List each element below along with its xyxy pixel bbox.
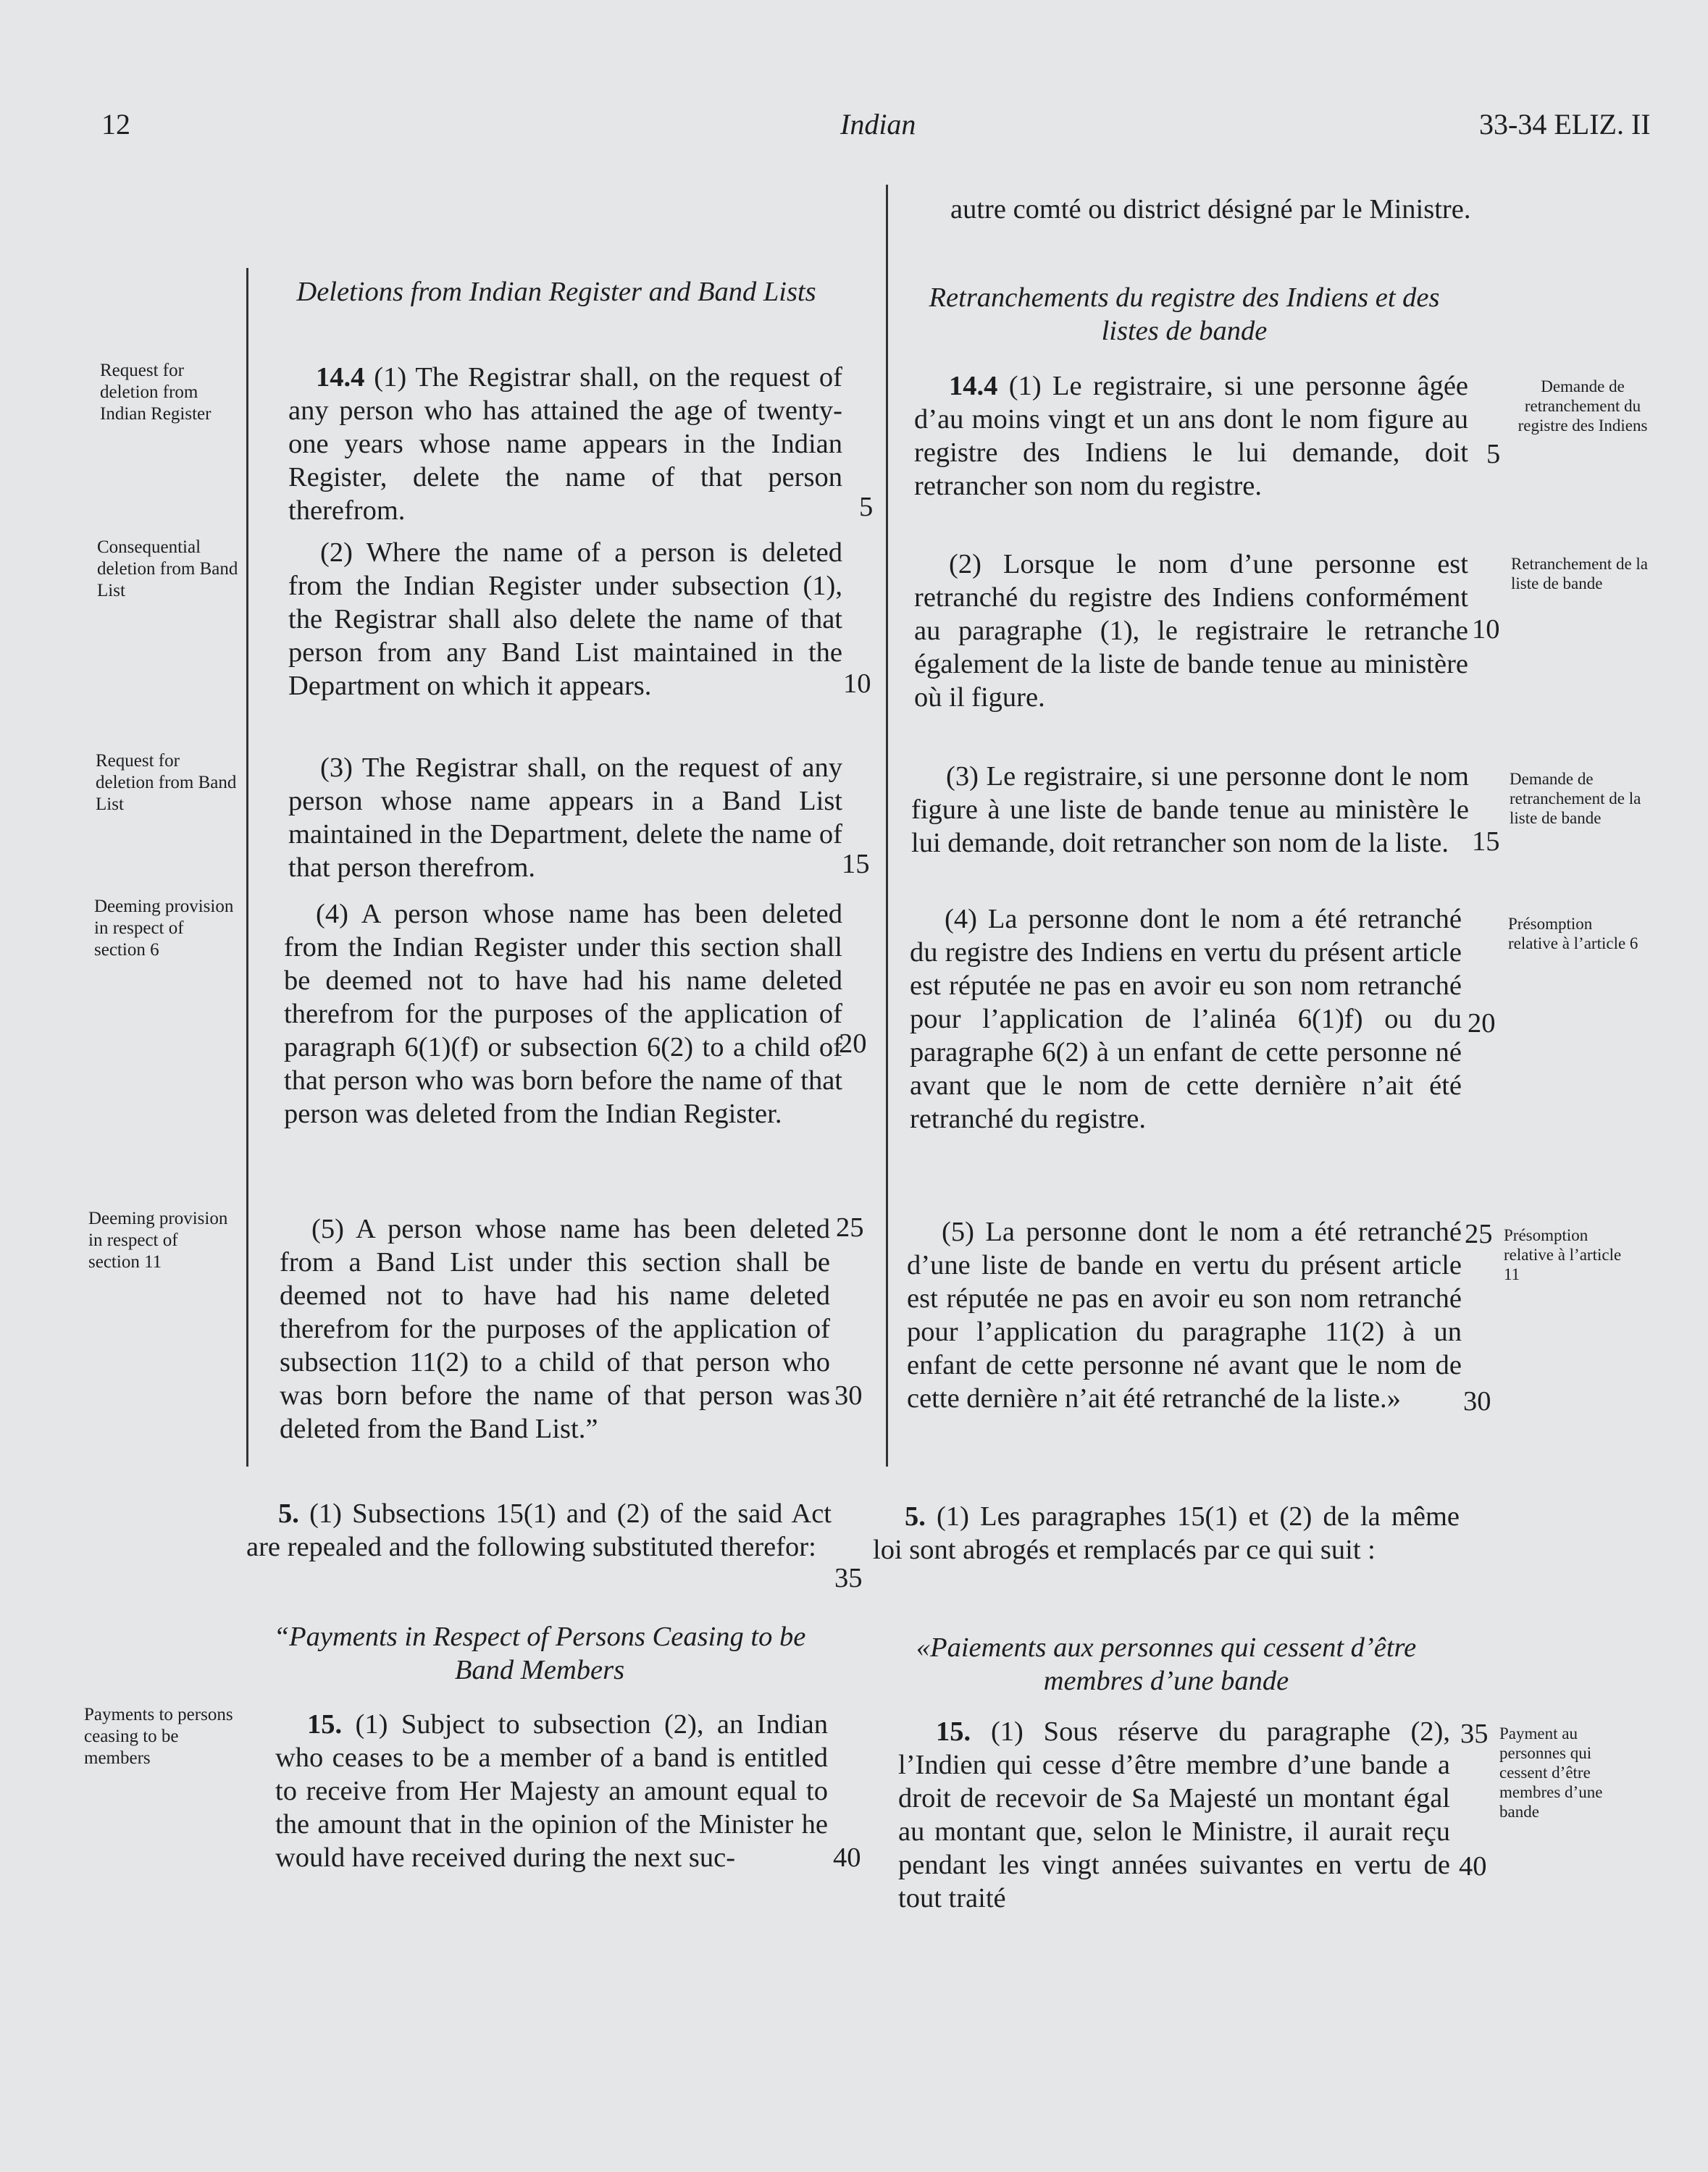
line-number: 20 [1468, 1008, 1496, 1039]
en-s14-4-2: (2) Where the name of a person is deleted from the Indian Register under subsection (1), the Registrar shall also delete the name of that person from any Band List maintained in the Department on which it appears. [288, 537, 842, 701]
heading-retranchements-fr: Retranchements du registre des Indiens et des listes de bande [929, 282, 1440, 346]
en-s15-1 [275, 1708, 828, 1874]
center-column-rule [886, 185, 888, 1467]
en-s5 [246, 1497, 832, 1564]
margin-note-en: Payments to persons ceasing to be members [84, 1705, 233, 1768]
section-number: 15. [307, 1709, 343, 1740]
line-number: 15 [842, 849, 870, 879]
line-number: 40 [1459, 1851, 1487, 1882]
line-number: 25 [836, 1212, 864, 1243]
en-s14-4-1 [288, 361, 842, 527]
en-s14-4-5: (5) A person whose name has been deleted from a Band List under this section shall be deemed not to have had his name deleted therefrom for the purposes of the application of subsection 11(2) to a child of that person who was born before the name of that person was deleted from the Band List.” [280, 1214, 830, 1444]
section-number: 14.4 [316, 362, 365, 393]
line-number: 10 [843, 668, 871, 699]
fr-carry-over: autre comté ou district désigné par le Ministre. [950, 194, 1471, 225]
en-s14-4-3: (3) The Registrar shall, on the request of any person whose name appears in a Band List maintained in the Department, delete the name of that person therefrom. [288, 752, 842, 883]
fr-s14-4-3: (3) Le registraire, si une personne dont le nom figure à une liste de bande tenue au ministère le lui demande, doit retrancher son nom de la liste. [911, 761, 1469, 858]
section-text: (1) Subject to subsection (2), an Indian who ceases to be a member of a band is entitled to receive from Her Majesty an amount equal to the amount that in the opinion of the Minister he would have received during the next suc- [275, 1709, 828, 1873]
page-number: 12 [101, 108, 130, 141]
line-number: 5 [1486, 439, 1501, 469]
page-title: Indian [840, 108, 916, 141]
margin-note-en: Consequential deletion from Band List [97, 537, 238, 600]
heading-deletions-en: Deletions from Indian Register and Band Lists [296, 277, 816, 307]
regnal-year: 33-34 ELIZ. II [1479, 108, 1651, 141]
line-number: 30 [834, 1380, 863, 1411]
margin-note-fr: Payment au personnes qui cessent d’être membres d’une bande [1499, 1724, 1603, 1821]
margin-note-en: Deeming provision in respect of section 6 [94, 897, 234, 960]
margin-note-fr: Demande de retranchement de la liste de bande [1510, 770, 1641, 827]
line-number: 20 [839, 1028, 867, 1059]
section-text: (1) The Registrar shall, on the request of any person who has attained the age of twenty-one years whose name appears in the Indian Register, delete the name of that person therefrom. [288, 362, 843, 526]
line-number: 30 [1463, 1386, 1491, 1417]
margin-note-fr: Retranchement de la liste de bande [1511, 555, 1649, 592]
heading-paiements-fr: «Paiements aux personnes qui cessent d’être membres d’une bande [916, 1632, 1417, 1696]
section-text: (1) Sous réserve du paragraphe (2), l’Indien qui cesse d’être membre d’une bande a droit de recevoir de Sa Majesté un montant égal au montant que, selon le Ministre, il aurait reçu pendant les vingt années suivantes en vertu de tout traité [898, 1716, 1451, 1913]
en-s14-4-4: (4) A person whose name has been deleted from the Indian Register under this section shall be deemed not to have had his name deleted therefrom for the purposes of the application of paragraph 6(1)(f) or subsection 6(2) to a child of that person who was born before the name of that person was deleted from the Indian Register. [284, 899, 842, 1129]
fr-s15-1 [898, 1715, 1450, 1915]
line-number: 25 [1465, 1219, 1493, 1249]
section-number: 5. [278, 1498, 299, 1529]
left-column-rule [246, 268, 248, 1467]
margin-note-en: Request for deletion from Indian Register [100, 361, 212, 424]
line-number: 35 [1460, 1719, 1489, 1749]
margin-note-en: Deeming provision in respect of section 11 [88, 1209, 228, 1272]
section-number: 14.4 [949, 371, 998, 401]
margin-note-fr: Présomption relative à l’article 6 [1508, 915, 1638, 952]
section-number: 5. [905, 1501, 926, 1532]
margin-note-fr: Présomption relative à l’article 11 [1504, 1226, 1622, 1283]
fr-s14-4-1 [914, 369, 1468, 503]
line-number: 40 [833, 1842, 861, 1873]
section-text: (1) Les paragraphes 15(1) et (2) de la même loi sont abrogés et remplacés par ce qui suit : [873, 1501, 1460, 1565]
heading-payments-en: “Payments in Respect of Persons Ceasing to be Band Members [273, 1622, 806, 1685]
line-number: 5 [859, 492, 874, 522]
line-number: 10 [1472, 614, 1500, 645]
section-text: (1) Le registraire, si une personne âgée d’au moins vingt et un ans dont le nom figure au registre des Indiens le lui demande, doit retrancher son nom du registre. [914, 371, 1469, 501]
fr-s5 [873, 1500, 1460, 1567]
fr-s14-4-5: (5) La personne dont le nom a été retranché d’une liste de bande en vertu du présent article est réputée ne pas en avoir eu son nom retranché pour l’application du paragraphe 11(2) à un enfant de cette personne né avant que le nom de cette dernière n’ait été retranché de la liste.» [907, 1217, 1462, 1414]
section-text: (1) Subsections 15(1) and (2) of the said Act are repealed and the following substituted therefor: [246, 1498, 832, 1562]
margin-note-fr: Demande de retranchement du registre des Indiens [1517, 377, 1648, 435]
fr-s14-4-2: (2) Lorsque le nom d’une personne est retranché du registre des Indiens conformément au paragraphe (1), le registraire le retranche également de la liste de bande tenue au ministère où il figure. [914, 549, 1468, 713]
line-number: 15 [1472, 826, 1500, 857]
margin-note-en: Request for deletion from Band List [96, 751, 237, 814]
fr-s14-4-4: (4) La personne dont le nom a été retranché du registre des Indiens en vertu du présent article est réputée ne pas en avoir eu son nom retranché pour l’application de l’alinéa 6(1)f) ou du paragraphe 6(2) à un enfant de cette personne né avant que le nom de cette dernière n’ait été retranché du registre. [910, 904, 1462, 1134]
section-number: 15. [936, 1716, 971, 1747]
line-number: 35 [834, 1563, 863, 1593]
